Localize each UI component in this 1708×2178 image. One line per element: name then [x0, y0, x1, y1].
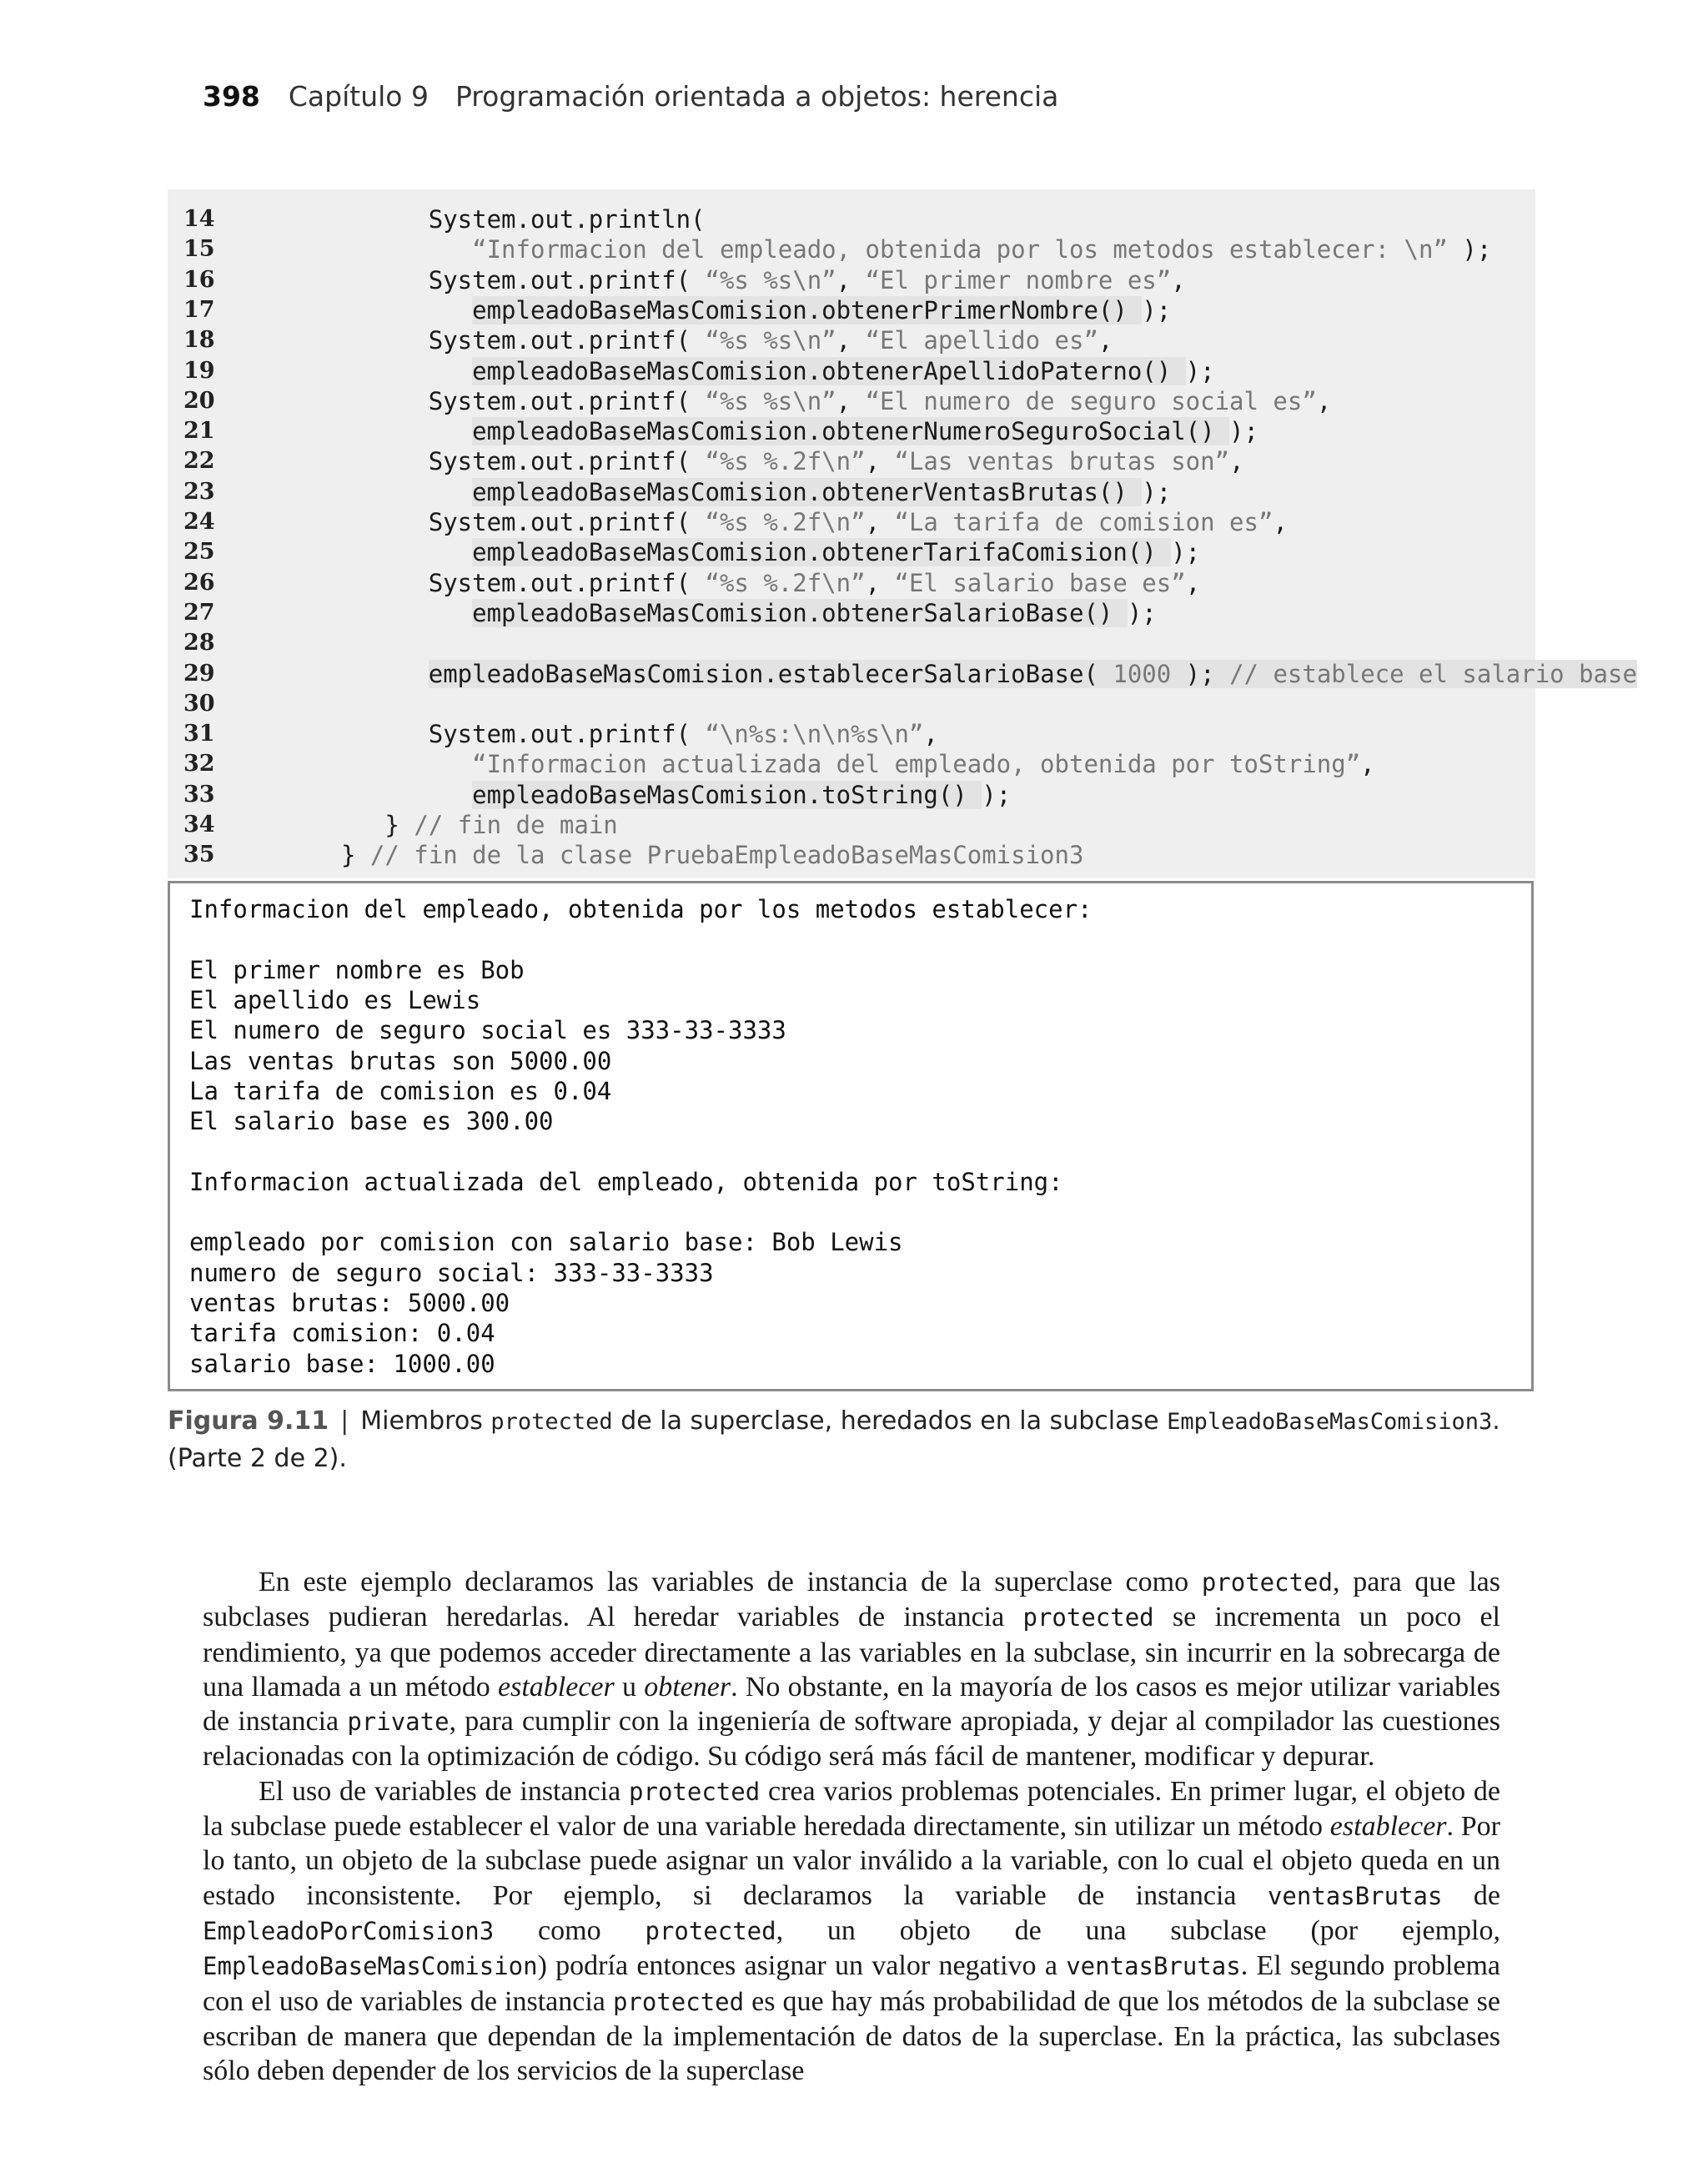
code-text: [341, 234, 1491, 264]
code-token: );: [1171, 538, 1201, 567]
code-text: [341, 386, 1331, 416]
caption-text: Miembros: [360, 1406, 491, 1436]
output-line: Informacion actualizada del empleado, obtenida por toString:: [189, 1167, 1063, 1196]
code-token: System.out.printf(: [341, 447, 706, 476]
code-token: ,: [1273, 508, 1288, 536]
code-token: // establece el salario base: [1229, 659, 1637, 688]
body-text: [203, 1565, 1500, 2088]
chapter-label: Capítulo 9: [288, 80, 429, 113]
inline-code: private: [347, 1708, 450, 1737]
code-text: [341, 446, 1244, 476]
text-run: es que hay más probabilidad de que los métodos de la subclase se escriban de manera que dependan de la implementación de datos de la superclase. En la práctica, las subclases sólo deben depender de los servicios de la superclase: [203, 1985, 1500, 2087]
line-number: 33: [183, 781, 215, 807]
code-token: );: [1142, 295, 1172, 324]
code-token: “Informacion del empleado, obtenida por los metodos establecer: \n”: [472, 235, 1448, 264]
line-number: 27: [183, 599, 215, 626]
code-token: “\n%s:\n\n%s\n”: [705, 720, 924, 749]
inline-code: protected: [645, 1916, 776, 1945]
output-line: La tarifa de comision es 0.04: [189, 1076, 612, 1105]
code-token: System.out.println(: [341, 205, 706, 234]
code-text: [341, 840, 1083, 870]
code-token: System.out.printf(: [341, 568, 706, 597]
code-token: 1000: [1113, 659, 1172, 688]
code-token: empleadoBaseMasComision.obtenerTarifaComision(): [472, 538, 1172, 567]
code-text: [341, 477, 1171, 507]
caption-code: protected: [490, 1409, 613, 1435]
inline-code: protected: [629, 1777, 761, 1806]
inline-code: protected: [1201, 1568, 1333, 1597]
inline-code: ventasBrutas: [1066, 1952, 1241, 1981]
line-number: 16: [183, 266, 215, 293]
output-line: Informacion del empleado, obtenida por los metodos establecer:: [189, 895, 1093, 923]
inline-code: protected: [612, 1987, 745, 2016]
code-token: [341, 599, 472, 627]
code-token: }: [341, 841, 370, 870]
code-text: [341, 749, 1375, 779]
caption-text: . (Parte 2 de 2).: [168, 1406, 1500, 1473]
code-token: System.out.printf(: [341, 326, 706, 355]
line-number: 24: [183, 509, 215, 535]
code-token: );: [1447, 235, 1492, 264]
code-token: ,: [836, 265, 866, 294]
code-token: empleadoBaseMasComision.toString(): [472, 780, 982, 809]
code-token: );: [1185, 356, 1215, 385]
text-run: , para cumplir con la ingeniería de software apropiada, y dejar al compilador las cuestiones relacionadas con la optimización de código. Su código será más fácil de mantener, modificar y depurar.: [203, 1706, 1501, 1773]
line-number: 28: [183, 630, 215, 656]
code-text: [341, 780, 1011, 810]
code-token: empleadoBaseMasComision.obtenerPrimerNombre(): [472, 295, 1143, 324]
code-token: // fin de main: [414, 811, 618, 839]
code-token: ,: [1229, 447, 1244, 476]
code-token: [341, 660, 429, 688]
line-number: 23: [183, 478, 215, 505]
inline-code: EmpleadoBaseMasComision: [203, 1952, 538, 1981]
line-number: 25: [183, 539, 215, 566]
code-token: ,: [865, 508, 895, 536]
figure-label: Figura 9.11: [168, 1406, 329, 1436]
code-text: [341, 659, 1637, 689]
text-run: . No obstante, en la mayoría de los casos es mejor utilizar variables de instancia: [203, 1671, 1500, 1738]
line-number: 34: [183, 812, 215, 837]
code-token: [341, 296, 472, 324]
code-token: ,: [1171, 265, 1186, 294]
code-token: empleadoBaseMasComision.obtenerVentasBrutas(): [472, 477, 1143, 506]
code-text: [341, 568, 1200, 598]
line-number: 32: [183, 751, 215, 777]
line-number: 14: [183, 206, 215, 232]
code-token: System.out.printf(: [341, 508, 706, 536]
code-token: “%s %s\n”: [705, 386, 836, 415]
code-token: System.out.printf(: [341, 386, 706, 415]
line-number: 30: [183, 690, 215, 717]
code-token: System.out.printf(: [341, 265, 706, 294]
code-token: ,: [836, 386, 866, 415]
code-token: ,: [1185, 568, 1201, 597]
line-number: 22: [183, 448, 215, 475]
code-token: “Las ventas brutas son”: [894, 447, 1230, 476]
output-line: El primer nombre es Bob: [189, 955, 525, 984]
code-text: [341, 295, 1171, 325]
code-token: ,: [865, 568, 895, 597]
emphasis: establecer: [498, 1671, 615, 1703]
output-line: empleado por comision con salario base: Bob Lewis: [189, 1228, 903, 1257]
line-number: 18: [183, 327, 215, 354]
code-token: “Informacion actualizada del empleado, obtenida por toString”: [472, 750, 1361, 779]
code-token: ,: [1316, 386, 1332, 415]
code-token: // fin de la clase PruebaEmpleadoBaseMasComision3: [369, 841, 1084, 870]
inline-code: EmpleadoPorComision3: [203, 1916, 495, 1945]
code-text: [341, 810, 618, 840]
code-token: ,: [836, 326, 866, 355]
code-token: “%s %.2f\n”: [705, 568, 866, 597]
output-line: ventas brutas: 5000.00: [189, 1288, 510, 1317]
code-text: [341, 416, 1258, 446]
code-token: System.out.printf(: [341, 720, 706, 749]
code-token: empleadoBaseMasComision.establecerSalarioBase(: [428, 659, 1113, 688]
code-token: [341, 417, 472, 445]
code-text: [341, 356, 1215, 386]
code-token: );: [982, 780, 1012, 809]
code-token: “%s %s\n”: [705, 265, 836, 294]
text-run: u: [614, 1671, 645, 1703]
text-run: . Por lo tanto, un objeto de la subclase puede asignar un valor inválido a la variable, con lo cual el objeto queda en un estado inconsistente. Por ejemplo, si declaramos la variable de instancia: [203, 1811, 1500, 1911]
code-text: [341, 325, 1113, 355]
emphasis: obtener: [644, 1671, 731, 1703]
caption-separator: |: [340, 1406, 349, 1436]
code-token: );: [1142, 477, 1172, 506]
line-number: 35: [183, 842, 215, 868]
code-token: empleadoBaseMasComision.obtenerApellidoPaterno(): [472, 356, 1186, 385]
code-token: [341, 781, 472, 809]
text-run: , un objeto de una subclase (por ejemplo,: [776, 1914, 1500, 1946]
caption-code: EmpleadoBaseMasComision3: [1167, 1409, 1493, 1435]
inline-code: ventasBrutas: [1267, 1881, 1443, 1910]
paragraph: [203, 1774, 1500, 2089]
caption-text: de la superclase, heredados en la subclase: [612, 1406, 1168, 1436]
code-token: [341, 750, 472, 778]
text-run: En este ejemplo declaramos las variables de instancia de la superclase como: [259, 1567, 1202, 1597]
code-token: “%s %.2f\n”: [705, 508, 866, 536]
code-token: [341, 538, 472, 566]
code-text: [341, 719, 938, 749]
code-token: ,: [1360, 750, 1375, 779]
output-line: El apellido es Lewis: [189, 985, 481, 1014]
code-token: );: [1171, 659, 1230, 688]
paragraph: [203, 1565, 1500, 1774]
line-number: 19: [183, 357, 215, 384]
code-token: “El salario base es”: [894, 568, 1186, 597]
code-token: “El apellido es”: [865, 326, 1098, 355]
output-line: tarifa comision: 0.04: [189, 1319, 495, 1348]
code-token: ,: [1098, 326, 1113, 355]
code-token: );: [1127, 598, 1157, 627]
code-text: [341, 598, 1157, 628]
output-line: El salario base es 300.00: [189, 1107, 554, 1136]
output-line: numero de seguro social: 333-33-3333: [189, 1258, 714, 1287]
code-token: }: [341, 811, 414, 839]
running-header: [203, 80, 1058, 113]
text-run: ) podría entonces asignar un valor negativo a: [537, 1950, 1067, 1982]
code-token: );: [1229, 417, 1258, 446]
text-run: se incrementa un poco el rendimiento, ya que podemos acceder directamente a las variables en la subclase, sin incurrir en la sobrecarga de una llamada a un método: [203, 1602, 1500, 1703]
code-token: [341, 357, 472, 385]
code-token: [341, 478, 472, 506]
line-number: 20: [183, 387, 215, 414]
text-run: . El segundo problema con el uso de variables de instancia: [203, 1950, 1501, 2017]
output-line: El numero de seguro social es 333-33-3333: [189, 1016, 786, 1045]
line-number: 15: [183, 236, 215, 263]
code-token: “La tarifa de comision es”: [894, 508, 1273, 536]
code-token: empleadoBaseMasComision.obtenerNumeroSeguroSocial(): [472, 417, 1230, 446]
text-run: , para que las subclases pudieran heredarlas. Al heredar variables de instancia: [203, 1567, 1501, 1633]
code-token: “El numero de seguro social es”: [865, 386, 1317, 415]
text-run: como: [494, 1914, 646, 1946]
line-number: 31: [183, 721, 215, 747]
line-number: 17: [183, 296, 215, 323]
line-number: 29: [183, 660, 215, 687]
code-listing: [168, 189, 1637, 878]
text-run: de: [1442, 1879, 1500, 1911]
line-number: 21: [183, 418, 215, 445]
code-token: ,: [923, 720, 938, 749]
page-number: 398: [203, 80, 260, 113]
code-token: empleadoBaseMasComision.obtenerSalarioBase(): [472, 598, 1128, 627]
code-text: [341, 537, 1200, 567]
inline-code: protected: [1022, 1603, 1154, 1632]
code-token: ,: [865, 447, 895, 476]
code-text: [341, 507, 1288, 537]
emphasis: establecer: [1329, 1811, 1447, 1843]
code-text: [341, 265, 1186, 295]
output-line: Las ventas brutas son 5000.00: [189, 1046, 612, 1075]
line-number: 26: [183, 569, 215, 596]
figure-caption: [168, 1403, 1535, 1477]
output-line: salario base: 1000.00: [189, 1349, 495, 1378]
code-text: [341, 204, 706, 234]
code-token: “%s %s\n”: [705, 326, 836, 355]
code-token: [341, 235, 472, 264]
text-run: El uso de variables de instancia: [259, 1775, 630, 1807]
code-token: “%s %.2f\n”: [705, 447, 866, 476]
code-token: “El primer nombre es”: [865, 265, 1172, 294]
text-run: crea varios problemas potenciales. En primer lugar, el objeto de la subclase puede establecer el valor de una variable heredada directamente, sin utilizar un método: [203, 1775, 1500, 1843]
program-output: [168, 881, 1534, 1391]
chapter-title: Programación orientada a objetos: herencia: [455, 80, 1059, 113]
